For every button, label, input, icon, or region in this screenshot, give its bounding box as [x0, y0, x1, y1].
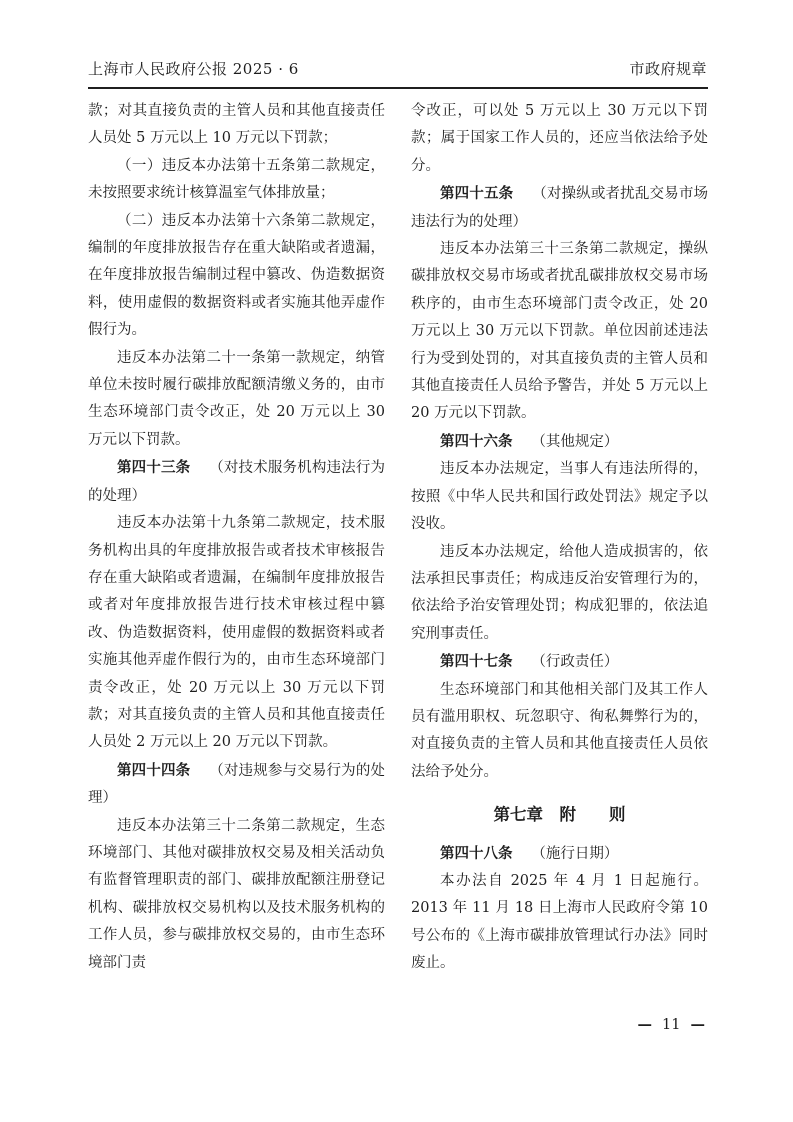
- paragraph: 违反本办法规定，给他人造成损害的，依法承担民事责任；构成违反治安管理行为的，依法给予治安管理处罚；构成犯罪的，依法追究刑事责任。: [411, 543, 708, 642]
- paragraph: （一）违反本办法第十五条第二款规定，未按照要求统计核算温室气体排放量；: [88, 157, 385, 202]
- article-heading: [411, 180, 708, 236]
- document-body: [88, 98, 708, 978]
- article-heading: [411, 428, 708, 456]
- page-header: [88, 58, 707, 79]
- header-rule: [88, 87, 708, 89]
- right-column: [411, 98, 708, 978]
- paragraph: 违反本办法第三十二条第二款规定，生态环境部门、其他对碳排放权交易及相关活动负有监督管理职责的部门、碳排放配额注册登记机构、碳排放权交易机构以及技术服务机构的工作人员，参与碳排放权交易的，由市生态环境部门责: [88, 817, 385, 971]
- article-number: 第四十五条: [440, 185, 514, 203]
- article-heading: [88, 757, 385, 813]
- paragraph: 违反本办法第二十一条第一款规定，纳管单位未按时履行碳排放配额清缴义务的，由市生态环境部门责令改正，处 20 万元以上 30 万元以下罚款。: [88, 349, 385, 448]
- article-heading: [411, 840, 708, 868]
- article-title: （其他规定）: [531, 433, 619, 450]
- footer-dash-right: —: [690, 1016, 705, 1033]
- paragraph: （二）违反本办法第十六条第二款规定，编制的年度排放报告存在重大缺陷或者遗漏，在年度排放报告编制过程中篡改、伪造数据资料，使用虚假的数据资料或者实施其他弄虚作假行为。: [88, 212, 385, 339]
- article-number: 第四十四条: [117, 761, 191, 779]
- paragraph: 款；对其直接负责的主管人员和其他直接责任人员处 5 万元以上 10 万元以下罚款；: [88, 103, 385, 147]
- left-column: [88, 98, 385, 978]
- article-title: （对违规参与交易行为的处理）: [88, 762, 386, 807]
- header-right-title: 市政府规章: [629, 60, 707, 78]
- footer-dash-left: —: [637, 1016, 653, 1033]
- article-heading: [411, 648, 708, 676]
- article-title: （对技术服务机构违法行为的处理）: [88, 460, 386, 504]
- article-number: 第四十七条: [440, 653, 513, 671]
- article-title: （施行日期）: [531, 845, 619, 862]
- article-heading: [88, 454, 385, 510]
- paragraph: 违反本办法第十九条第二款规定，技术服务机构出具的年度排放报告或者技术审核报告存在重大缺陷或者遗漏，在编制年度排放报告或者对年度排放报告进行技术审核过程中篡改、伪造数据资料，使用虚假的数据资料或者实施其他弄虚作假行为的，由市生态环境部门责令改正，处 20 万元以上 30 万元以下罚款；对其直接负责的主管人员和其他直接责任人员处 2 万元以上 20 万元以下罚款。: [88, 515, 385, 751]
- article-number: 第四十八条: [440, 844, 513, 862]
- page-footer: [638, 1016, 705, 1033]
- paragraph: 生态环境部门和其他相关部门及其工作人员有滥用职权、玩忽职守、徇私舞弊行为的，对直接负责的主管人员和其他直接责任人员依法给予处分。: [411, 681, 708, 780]
- article-number: 第四十三条: [117, 459, 191, 477]
- paragraph: 违反本办法规定，当事人有违法所得的，按照《中华人民共和国行政处罚法》规定予以没收。: [411, 461, 708, 533]
- chapter-heading: 第七章 附 则: [493, 805, 626, 825]
- paragraph: 令改正，可以处 5 万元以上 30 万元以下罚款；属于国家工作人员的，还应当依法给予处分。: [411, 103, 708, 174]
- article-title: （对操纵或者扰乱交易市场违法行为的处理）: [411, 186, 709, 230]
- article-number: 第四十六条: [440, 432, 513, 450]
- header-left-title: 上海市人民政府公报 2025 · 6: [88, 60, 299, 78]
- page-number: 11: [662, 1017, 681, 1033]
- paragraph: 本办法自 2025 年 4 月 1 日起施行。2013 年 11 月 18 日上海市人民政府令第 10 号公布的《上海市碳排放管理试行办法》同时废止。: [411, 872, 708, 972]
- article-title: （行政责任）: [531, 654, 619, 671]
- paragraph: 违反本办法第三十三条第二款规定，操纵碳排放权交易市场或者扰乱碳排放权交易市场秩序的，由市生态环境部门责令改正，处 20 万元以上 30 万元以下罚款。单位因前述违法行为受到处罚的，对其直接负责的主管人员和其他直接责任人员给予警告，并处 5 万元以上 20 万元以下罚款。: [411, 241, 708, 422]
